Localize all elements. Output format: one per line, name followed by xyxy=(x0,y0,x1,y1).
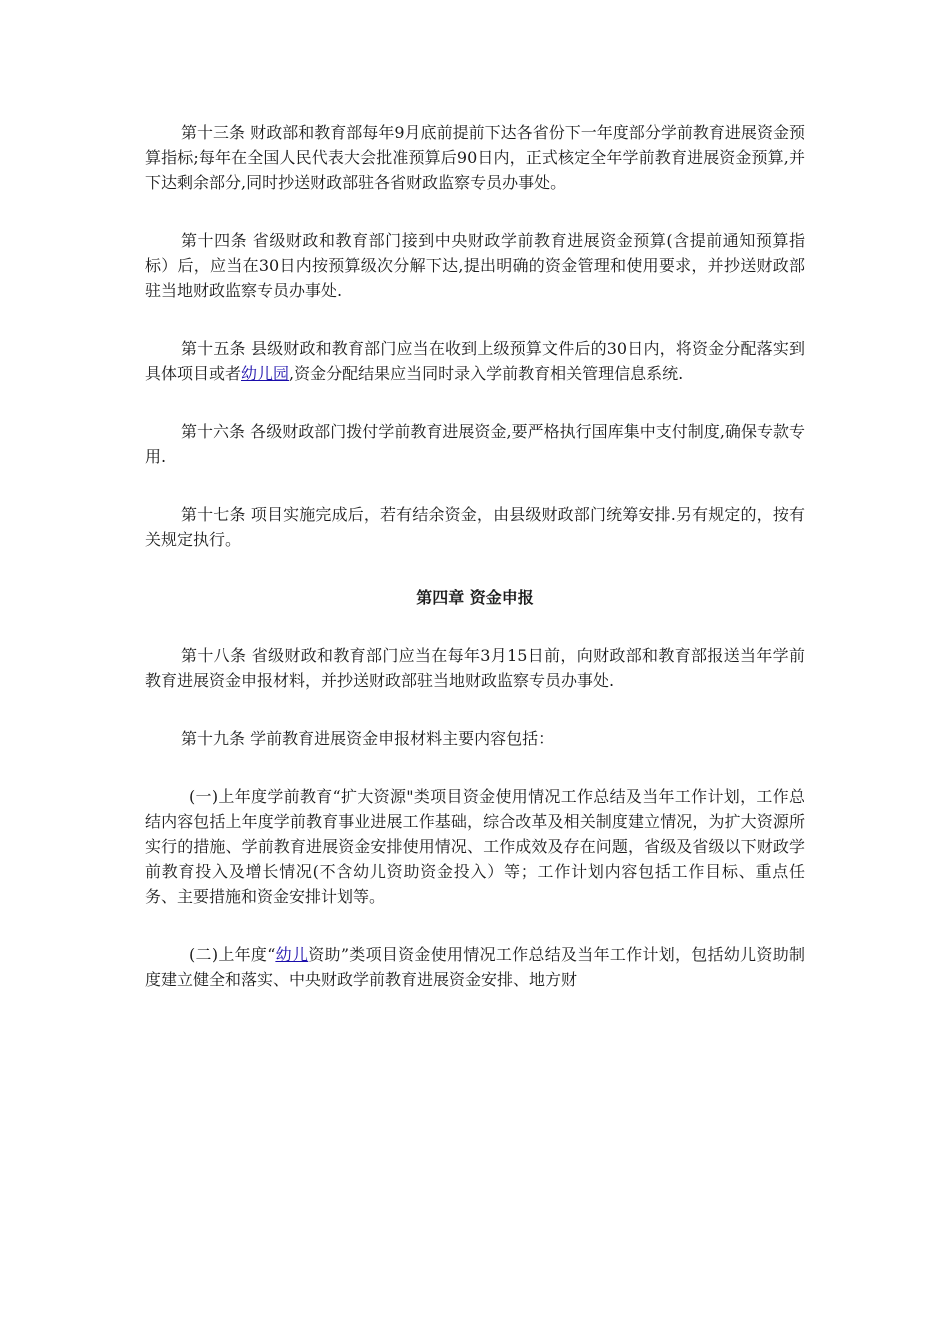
article-13: 第十三条 财政部和教育部每年9月底前提前下达各省份下一年度部分学前教育进展资金预算指标;每年在全国人民代表大会批准预算后90日内，正式核定全年学前教育进展资金预算,并下达剩余部分,同时抄送财政部驻各省财政监察专员办事处。 xyxy=(145,123,805,192)
article-15-text-before: 第十五条 县级财政和教育部门应当在收到上级预算文件后的30日内，将资金分配落实到具体项目或者 xyxy=(145,339,805,383)
article-15 xyxy=(145,336,805,386)
child-link[interactable]: 幼儿 xyxy=(275,945,309,964)
list-item-2-text-before: (二)上年度“ xyxy=(189,945,276,964)
article-17: 第十七条 项目实施完成后，若有结余资金，由县级财政部门统筹安排.另有规定的，按有关规定执行。 xyxy=(145,505,805,549)
article-15-text-after: ,资金分配结果应当同时录入学前教育相关管理信息系统. xyxy=(289,364,684,383)
kindergarten-link[interactable]: 幼儿园 xyxy=(241,364,290,383)
article-19: 第十九条 学前教育进展资金申报材料主要内容包括： xyxy=(181,729,555,748)
document-page xyxy=(145,120,805,1025)
chapter-heading: 第四章 资金申报 xyxy=(416,588,534,607)
article-14: 第十四条 省级财政和教育部门接到中央财政学前教育进展资金预算(含提前通知预算指标）后，应当在30日内按预算级次分解下达,提出明确的资金管理和使用要求，并抄送财政部驻当地财政监察专员办事处. xyxy=(145,231,805,300)
list-item-1: (一)上年度学前教育“扩大资源"类项目资金使用情况工作总结及当年工作计划，工作总结内容包括上年度学前教育事业进展工作基础，综合改革及相关制度建立情况，为扩大资源所实行的措施、学前教育进展资金安排使用情况、工作成效及存在问题，省级及省级以下财政学前教育投入及增长情况(不含幼儿资助资金投入）等；工作计划内容包括工作目标、重点任务、主要措施和资金安排计划等。 xyxy=(145,787,805,906)
list-item-2-text-after: 资助”类项目资金使用情况工作总结及当年工作计划，包括幼儿资助制度建立健全和落实、中央财政学前教育进展资金安排、地方财 xyxy=(145,945,805,989)
list-item-2 xyxy=(145,942,805,992)
article-18: 第十八条 省级财政和教育部门应当在每年3月15日前，向财政部和教育部报送当年学前教育进展资金申报材料，并抄送财政部驻当地财政监察专员办事处. xyxy=(145,646,805,690)
article-16: 第十六条 各级财政部门拨付学前教育进展资金,要严格执行国库集中支付制度,确保专款专用. xyxy=(145,422,805,466)
